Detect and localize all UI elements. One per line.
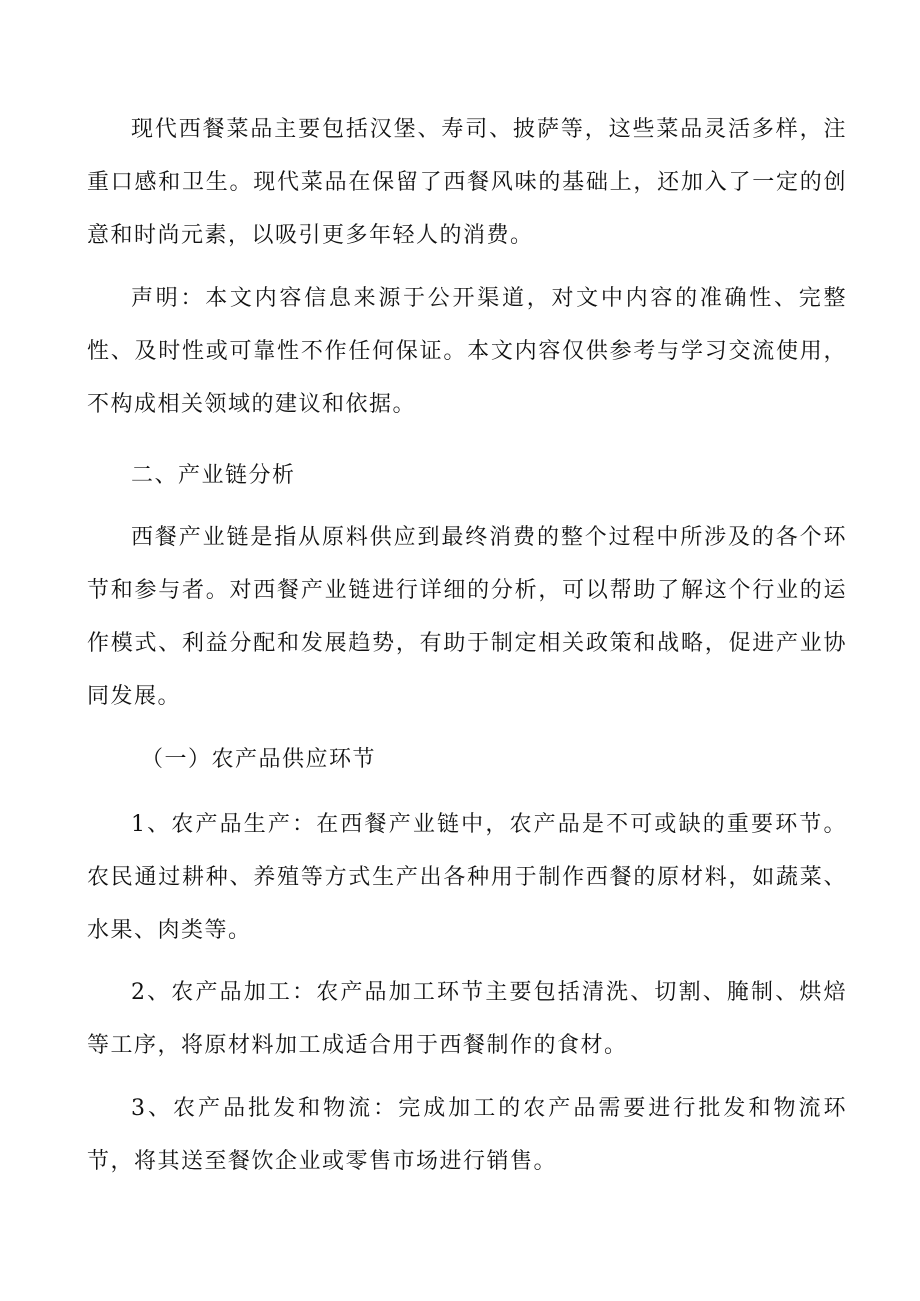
subsection-heading-agri-supply: （一）农产品供应环节 — [141, 747, 377, 772]
paragraph-modern-western-dishes: 现代西餐菜品主要包括汉堡、寿司、披萨等，这些菜品灵活多样，注重口感和卫生。现代菜品在保留了西餐风味的基础上，还加入了一定的创意和时尚元素，以吸引更多年轻人的消费。 — [87, 117, 847, 248]
paragraph-agri-production: 1、农产品生产：在西餐产业链中，农产品是不可或缺的重要环节。农民通过耕种、养殖等方式生产出各种用于制作西餐的原材料，如蔬菜、水果、肉类等。 — [87, 812, 847, 943]
paragraph-industry-chain-intro: 西餐产业链是指从原料供应到最终消费的整个过程中所涉及的各个环节和参与者。对西餐产业链进行详细的分析，可以帮助了解这个行业的运作模式、利益分配和发展趋势，有助于制定相关政策和战略，促进产业协同发展。 — [87, 525, 847, 709]
paragraph-disclaimer: 声明：本文内容信息来源于公开渠道，对文中内容的准确性、完整性、及时性或可靠性不作任何保证。本文内容仅供参考与学习交流使用，不构成相关领域的建议和依据。 — [87, 286, 847, 417]
section-heading-industry-chain: 二、产业链分析 — [131, 463, 296, 488]
paragraph-agri-wholesale-logistics: 3、农产品批发和物流：完成加工的农产品需要进行批发和物流环节，将其送至餐饮企业或零售市场进行销售。 — [87, 1096, 847, 1174]
paragraph-agri-processing: 2、农产品加工：农产品加工环节主要包括清洗、切割、腌制、烘焙等工序，将原材料加工成适合用于西餐制作的食材。 — [87, 980, 847, 1058]
